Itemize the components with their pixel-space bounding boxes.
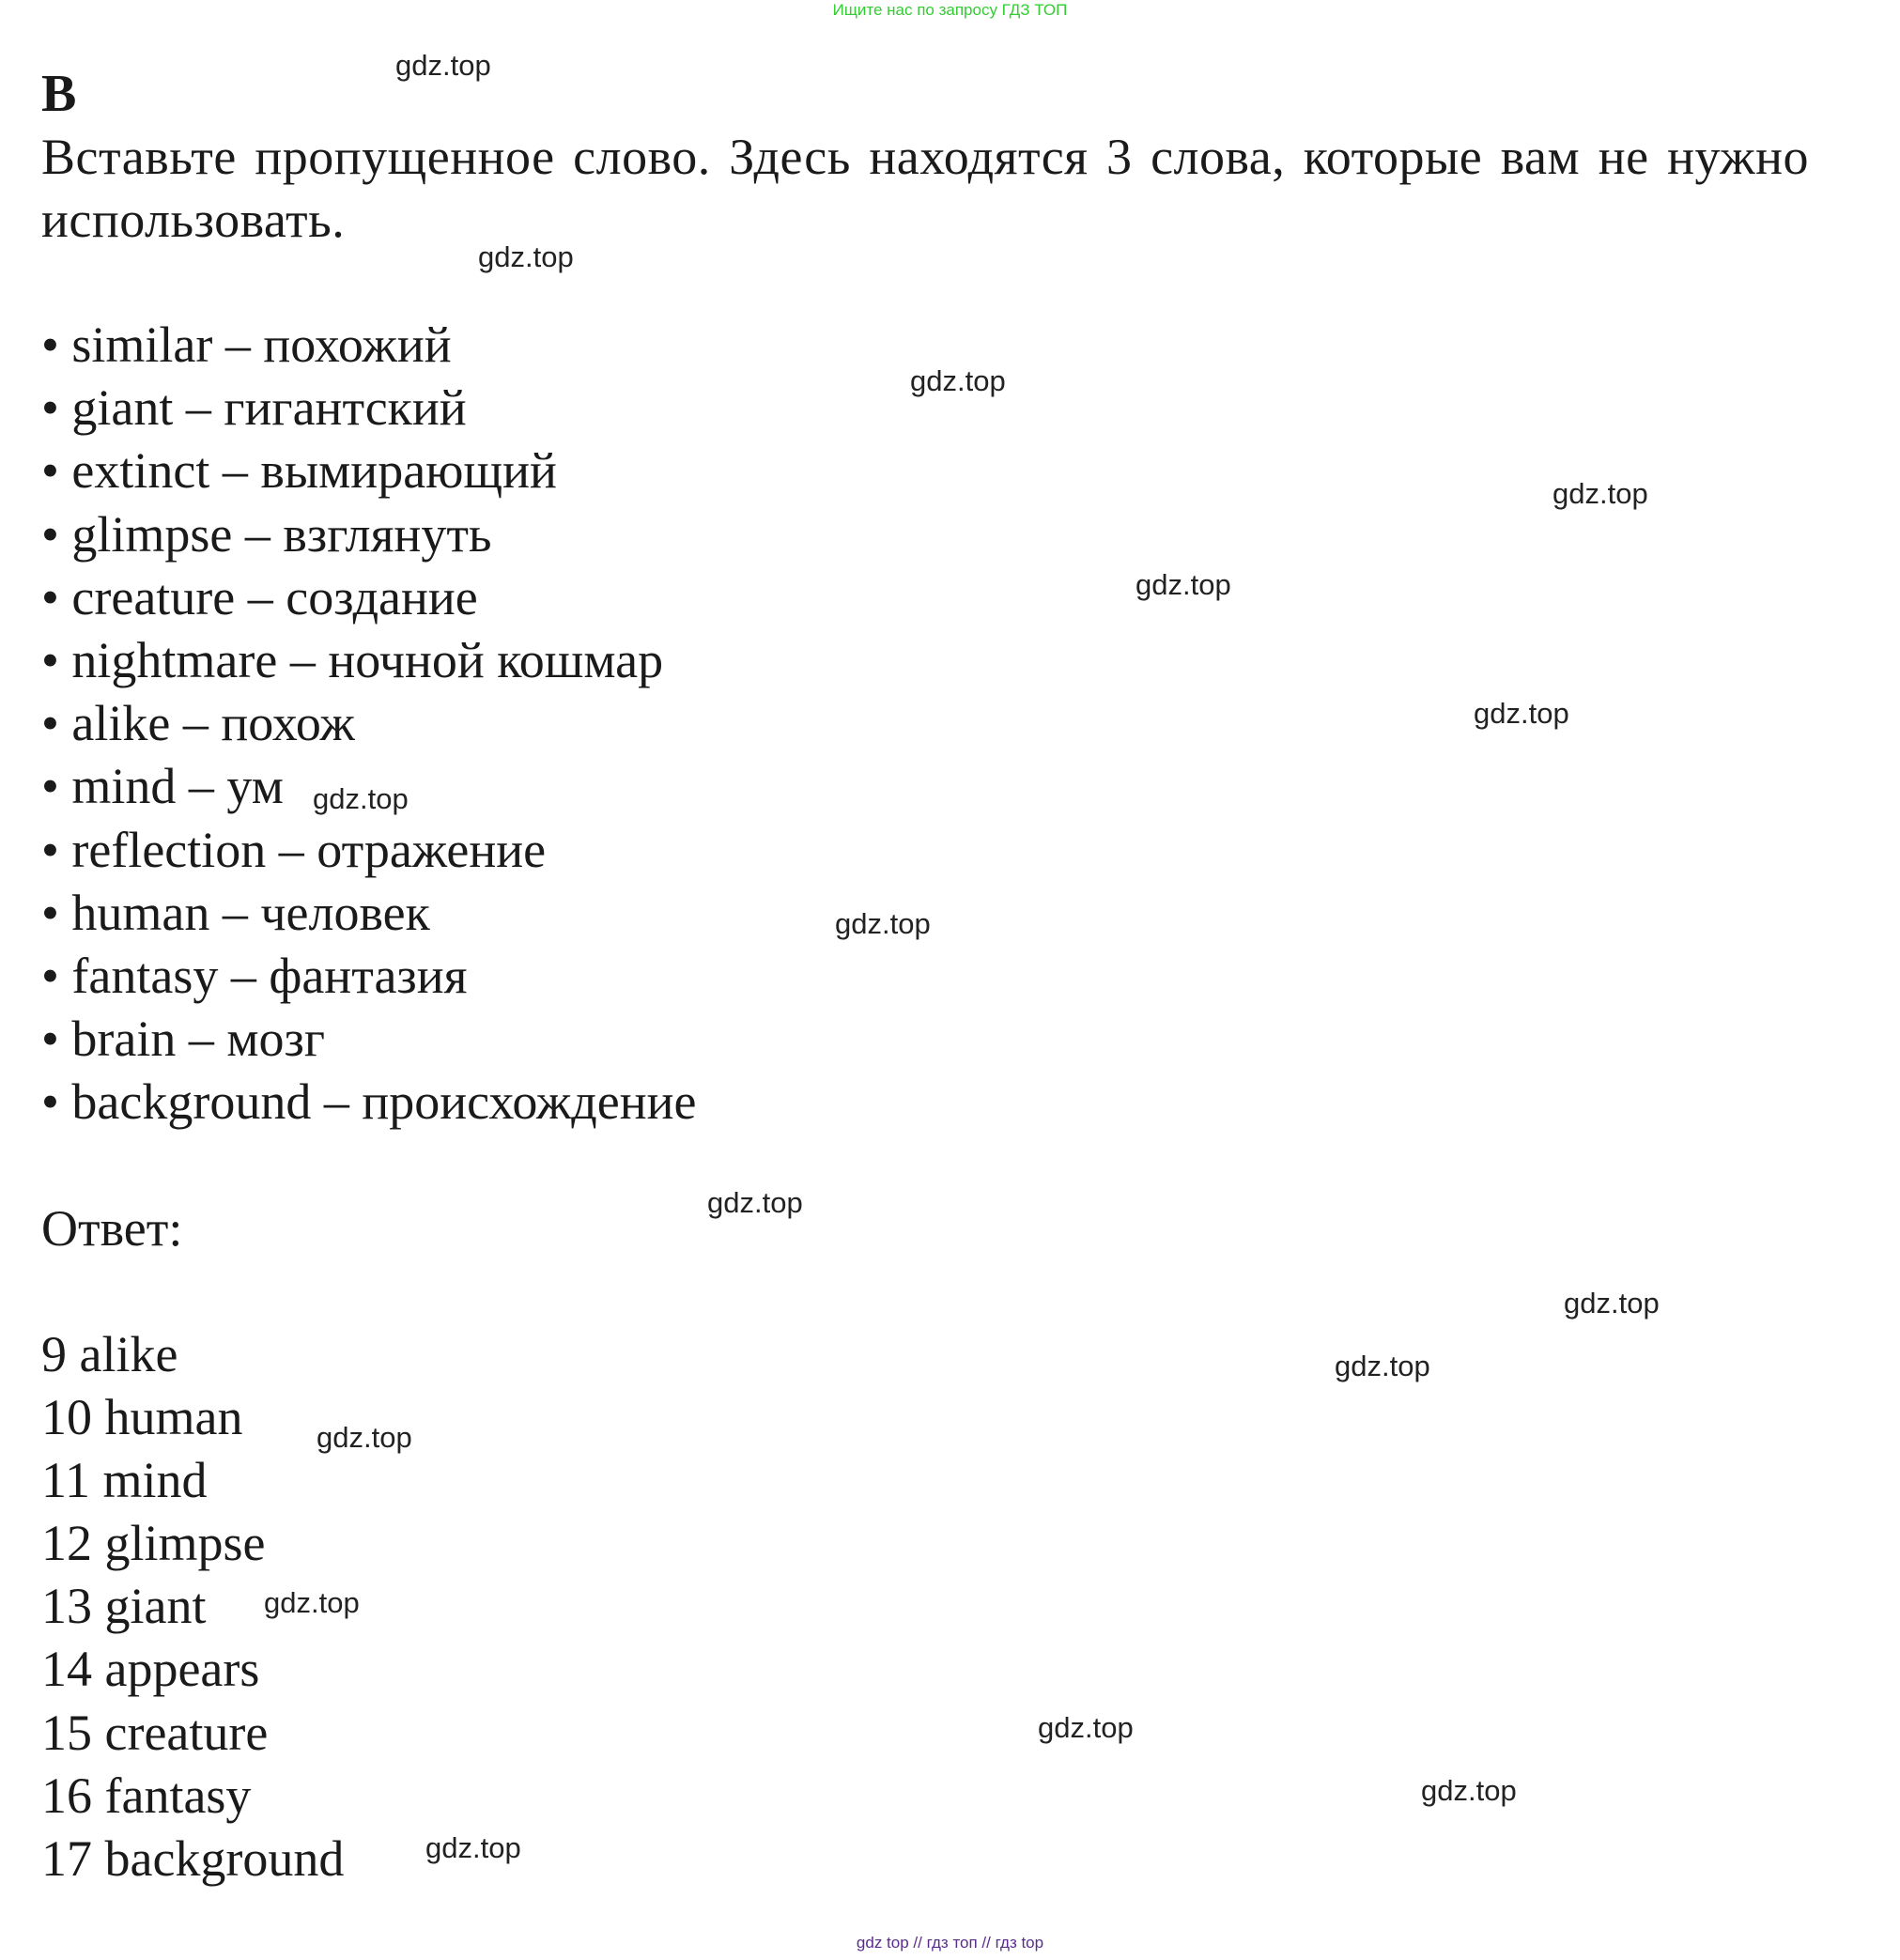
footer: gdz top // гдз топ // гдз top: [856, 1934, 1044, 1952]
vocab-item: • fantasy – фантазия: [41, 948, 468, 1005]
answer-item: 11 mind: [41, 1452, 208, 1509]
watermark: gdz.top: [395, 49, 491, 82]
answer-item: 16 fantasy: [41, 1767, 252, 1824]
watermark: gdz.top: [707, 1186, 803, 1219]
watermark: gdz.top: [1474, 697, 1569, 730]
answer-label: Ответ:: [41, 1200, 183, 1257]
vocab-item: • alike – похож: [41, 695, 355, 752]
vocab-item: • giant – гигантский: [41, 379, 467, 437]
answer-item: 9 alike: [41, 1326, 178, 1382]
watermark: gdz.top: [1564, 1287, 1660, 1320]
vocab-item: • extinct – вымирающий: [41, 442, 557, 500]
vocab-item: • creature – создание: [41, 568, 478, 625]
watermark: gdz.top: [313, 782, 409, 815]
answer-item: 12 glimpse: [41, 1515, 266, 1572]
vocab-item: • brain – мозг: [41, 1011, 326, 1068]
watermark: gdz.top: [835, 907, 931, 940]
watermark: gdz.top: [478, 240, 574, 273]
vocab-item: • mind – ум: [41, 758, 284, 815]
watermark: gdz.top: [1038, 1711, 1134, 1744]
answer-item: 17 background: [41, 1829, 345, 1887]
watermark: gdz.top: [1421, 1774, 1517, 1807]
vocab-item: • background – происхождение: [41, 1073, 697, 1131]
vocab-item: • similar – похожий: [41, 316, 452, 373]
watermark: gdz.top: [910, 364, 1006, 397]
watermark: gdz.top: [1552, 477, 1648, 510]
answer-item: 15 creature: [41, 1704, 269, 1761]
vocab-item: • nightmare – ночной кошмар: [41, 632, 664, 689]
answer-item: 14 appears: [41, 1641, 260, 1698]
vocab-item: • human – человек: [41, 884, 430, 941]
vocab-item: • reflection – отражение: [41, 821, 547, 878]
vocab-item: • glimpse – взглянуть: [41, 505, 492, 563]
watermark: gdz.top: [1335, 1350, 1430, 1382]
watermark: gdz.top: [425, 1831, 521, 1864]
vocabulary-list: [41, 314, 697, 1134]
task-instruction: Вставьте пропущенное слово. Здесь находятся 3 слова, которые вам не нужно использовать.: [41, 129, 1809, 248]
watermark: gdz.top: [1135, 568, 1231, 601]
section-heading: B: [41, 65, 77, 123]
watermark: gdz.top: [317, 1421, 412, 1454]
top-banner: Ищите нас по запросу ГДЗ ТОП: [832, 1, 1068, 19]
answer-item: 13 giant: [41, 1578, 207, 1635]
answer-item: 10 human: [41, 1389, 243, 1446]
watermark: gdz.top: [264, 1586, 360, 1619]
